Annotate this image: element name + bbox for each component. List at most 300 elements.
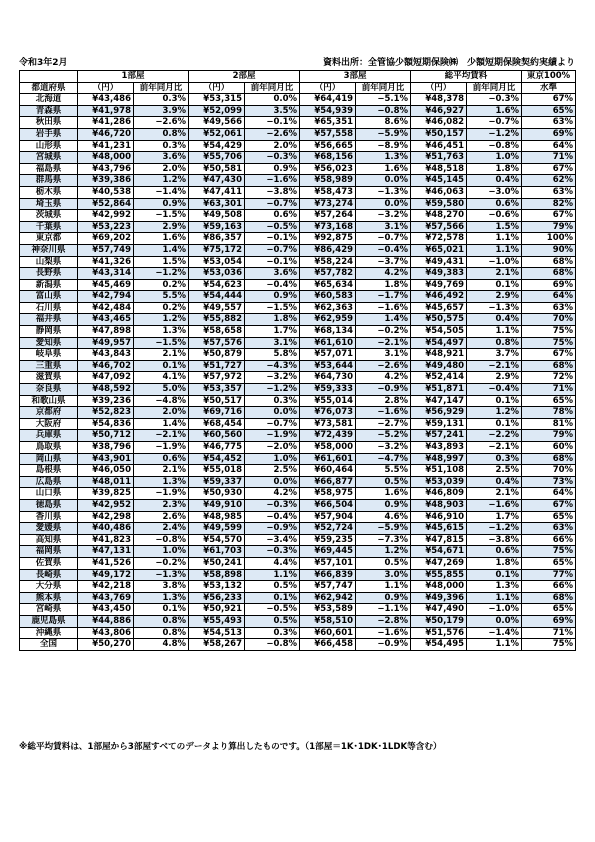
yoy-1room-cell: 1.2% [134,175,189,187]
yoy-3room-cell: 0.5% [356,557,411,569]
rent-average-cell: ¥57,241 [411,430,467,442]
rent-3room-cell: ¥58,224 [300,256,356,268]
yoy-2room-cell: 0.0% [245,94,300,106]
yoy-3room-cell: 0.5% [356,476,411,488]
yoy-3room-cell: 1.6% [356,488,411,500]
rent-3room-cell: ¥73,168 [300,221,356,233]
yoy-3room-cell: 3.0% [356,569,411,581]
yoy-average-cell: −0.7% [467,117,522,129]
rent-1room-cell: ¥49,957 [78,337,134,349]
yoy-average-cell: −0.8% [467,140,522,152]
tokyo-level-cell: 78% [522,407,576,419]
yoy-3room-cell: 5.5% [356,465,411,477]
prefecture-cell: 福島県 [20,163,78,175]
yoy-average-cell: −1.0% [467,256,522,268]
yoy-3room-cell: −1.3% [356,186,411,198]
rent-2room-cell: ¥86,357 [189,233,245,245]
table-row [20,117,576,129]
table-row [20,604,576,616]
yoy-1room-cell: 0.8% [134,128,189,140]
table-row [20,407,576,419]
rent-2room-cell: ¥58,267 [189,639,245,651]
rent-3room-cell: ¥60,464 [300,465,356,477]
yoy-2room-cell: −0.7% [245,198,300,210]
top-row [19,57,575,69]
rent-average-cell: ¥49,480 [411,360,467,372]
yoy-average-cell: 1.8% [467,163,522,175]
rent-2room-cell: ¥50,241 [189,557,245,569]
rent-average-cell: ¥51,108 [411,465,467,477]
rent-average-cell: ¥46,063 [411,186,467,198]
header-3room: 3部屋 [300,71,411,83]
yoy-1room-cell: 2.9% [134,221,189,233]
tokyo-level-cell: 81% [522,418,576,430]
rent-1room-cell: ¥42,484 [78,302,134,314]
rent-average-cell: ¥46,451 [411,140,467,152]
yoy-2room-cell: −0.1% [245,117,300,129]
rent-average-cell: ¥50,157 [411,128,467,140]
yoy-2room-cell: 0.0% [245,407,300,419]
prefecture-cell: 兵庫県 [20,430,78,442]
yoy-3room-cell: −2.1% [356,337,411,349]
yoy-3room-cell: 0.0% [356,198,411,210]
yoy-3room-cell: −0.8% [356,105,411,117]
prefecture-cell: 大阪府 [20,418,78,430]
yoy-2room-cell: 2.0% [245,140,300,152]
yoy-2room-cell: −3.2% [245,372,300,384]
rent-average-cell: ¥49,431 [411,256,467,268]
rent-average-cell: ¥54,671 [411,546,467,558]
yoy-average-cell: −2.2% [467,430,522,442]
tokyo-level-cell: 66% [522,534,576,546]
rent-3room-cell: ¥62,942 [300,592,356,604]
yoy-1room-cell: 4.8% [134,639,189,651]
tokyo-level-cell: 65% [522,105,576,117]
yoy-average-cell: −0.6% [467,210,522,222]
yoy-1room-cell: 1.3% [134,592,189,604]
table-row [20,198,576,210]
prefecture-cell: 秋田県 [20,117,78,129]
rent-3room-cell: ¥66,458 [300,639,356,651]
rent-2room-cell: ¥47,411 [189,186,245,198]
yoy-1room-cell: 1.2% [134,314,189,326]
yoy-1room-cell: −1.9% [134,442,189,454]
yoy-average-cell: −2.1% [467,442,522,454]
rent-2room-cell: ¥49,557 [189,302,245,314]
rent-3room-cell: ¥53,644 [300,360,356,372]
rent-3room-cell: ¥73,581 [300,418,356,430]
rent-1room-cell: ¥48,000 [78,152,134,164]
yoy-average-cell: 2.9% [467,291,522,303]
yoy-average-cell: 1.0% [467,152,522,164]
table-row [20,268,576,280]
rent-1room-cell: ¥39,236 [78,395,134,407]
tokyo-level-cell: 60% [522,442,576,454]
rent-3room-cell: ¥62,959 [300,314,356,326]
yoy-3room-cell: −5.9% [356,128,411,140]
rent-1room-cell: ¥43,806 [78,627,134,639]
yoy-1room-cell: 3.6% [134,152,189,164]
rent-3room-cell: ¥58,000 [300,442,356,454]
yoy-1room-cell: 0.3% [134,94,189,106]
tokyo-level-cell: 68% [522,592,576,604]
table-row [20,418,576,430]
yoy-average-cell: 0.4% [467,476,522,488]
table-row [20,569,576,581]
rent-average-cell: ¥48,270 [411,210,467,222]
rent-average-cell: ¥50,575 [411,314,467,326]
yoy-average-cell: 1.1% [467,244,522,256]
tokyo-level-cell: 68% [522,256,576,268]
rent-3room-cell: ¥68,134 [300,326,356,338]
rent-average-cell: ¥52,414 [411,372,467,384]
yoy-3room-cell: 8.6% [356,117,411,129]
yoy-2room-cell: −1.5% [245,302,300,314]
yoy-2room-cell: 4.4% [245,557,300,569]
yoy-2room-cell: −4.3% [245,360,300,372]
rent-1room-cell: ¥43,314 [78,268,134,280]
rent-2room-cell: ¥50,930 [189,488,245,500]
tokyo-level-cell: 64% [522,488,576,500]
yoy-1room-cell: −1.2% [134,268,189,280]
rent-2room-cell: ¥54,429 [189,140,245,152]
rent-average-cell: ¥46,910 [411,511,467,523]
table-row [20,105,576,117]
yoy-2room-cell: 0.3% [245,627,300,639]
tokyo-level-cell: 75% [522,337,576,349]
rent-3room-cell: ¥58,510 [300,615,356,627]
prefecture-cell: 福岡県 [20,546,78,558]
yoy-average-cell: 1.1% [467,326,522,338]
table-row [20,221,576,233]
yoy-average-cell: 0.0% [467,615,522,627]
yoy-2room-cell: 0.1% [245,592,300,604]
tokyo-level-cell: 62% [522,175,576,187]
yoy-3room-cell: −1.6% [356,407,411,419]
tokyo-level-cell: 63% [522,186,576,198]
yoy-1room-cell: −2.1% [134,430,189,442]
prefecture-cell: 高知県 [20,534,78,546]
yoy-3room-cell: −5.9% [356,523,411,535]
rent-table [19,70,576,651]
rent-3room-cell: ¥66,877 [300,476,356,488]
rent-3room-cell: ¥57,904 [300,511,356,523]
tokyo-level-cell: 68% [522,268,576,280]
prefecture-cell: 石川県 [20,302,78,314]
rent-2room-cell: ¥68,454 [189,418,245,430]
yoy-1room-cell: 0.1% [134,604,189,616]
rent-2room-cell: ¥57,972 [189,372,245,384]
table-row [20,592,576,604]
rent-1room-cell: ¥43,486 [78,94,134,106]
rent-3room-cell: ¥76,073 [300,407,356,419]
rent-average-cell: ¥48,997 [411,453,467,465]
rent-1room-cell: ¥52,864 [78,198,134,210]
rent-3room-cell: ¥58,989 [300,175,356,187]
rent-average-cell: ¥45,145 [411,175,467,187]
rent-1room-cell: ¥38,796 [78,442,134,454]
yoy-3room-cell: −1.6% [356,627,411,639]
rent-average-cell: ¥48,903 [411,499,467,511]
rent-3room-cell: ¥86,429 [300,244,356,256]
yoy-2room-cell: −2.6% [245,128,300,140]
rent-1room-cell: ¥43,843 [78,349,134,361]
yoy-3room-cell: 1.3% [356,152,411,164]
footnote: ※総平均賃料は、1部屋から3部屋すべてのデータより算出したものです。（1部屋＝1K･1DK･1LDK等含む） [19,742,442,752]
prefecture-cell: 長崎県 [20,569,78,581]
tokyo-level-cell: 67% [522,499,576,511]
rent-average-cell: ¥51,763 [411,152,467,164]
table-row [20,244,576,256]
yoy-3room-cell: −3.7% [356,256,411,268]
yoy-average-cell: 1.1% [467,233,522,245]
prefecture-cell: 香川県 [20,511,78,523]
table-row [20,349,576,361]
yoy-1room-cell: 2.1% [134,349,189,361]
prefecture-cell: 栃木県 [20,186,78,198]
table-row [20,210,576,222]
header-yen: （円） [411,82,467,94]
rent-average-cell: ¥48,000 [411,581,467,593]
rent-3room-cell: ¥52,724 [300,523,356,535]
yoy-1room-cell: 4.1% [134,372,189,384]
rent-3room-cell: ¥69,445 [300,546,356,558]
yoy-1room-cell: 3.8% [134,581,189,593]
yoy-3room-cell: −7.3% [356,534,411,546]
rent-average-cell: ¥46,492 [411,291,467,303]
rent-average-cell: ¥47,490 [411,604,467,616]
rent-2room-cell: ¥54,623 [189,279,245,291]
rent-average-cell: ¥65,021 [411,244,467,256]
rent-2room-cell: ¥58,658 [189,326,245,338]
yoy-1room-cell: 2.3% [134,499,189,511]
yoy-average-cell: 0.4% [467,175,522,187]
rent-2room-cell: ¥49,599 [189,523,245,535]
rent-average-cell: ¥49,383 [411,268,467,280]
rent-2room-cell: ¥57,576 [189,337,245,349]
rent-average-cell: ¥54,497 [411,337,467,349]
rent-3room-cell: ¥54,939 [300,105,356,117]
table-row [20,337,576,349]
yoy-3room-cell: 1.2% [356,546,411,558]
yoy-average-cell: −1.3% [467,302,522,314]
rent-1room-cell: ¥42,952 [78,499,134,511]
rent-3room-cell: ¥60,583 [300,291,356,303]
prefecture-cell: 鹿児島県 [20,615,78,627]
rent-3room-cell: ¥57,071 [300,349,356,361]
rent-3room-cell: ¥55,014 [300,395,356,407]
yoy-average-cell: 0.1% [467,418,522,430]
rent-3room-cell: ¥73,274 [300,198,356,210]
table-row [20,453,576,465]
yoy-2room-cell: 1.0% [245,453,300,465]
yoy-average-cell: −1.6% [467,499,522,511]
yoy-average-cell: 0.1% [467,569,522,581]
header-yoy: 前年同月比 [134,82,189,94]
rent-3room-cell: ¥60,601 [300,627,356,639]
tokyo-level-cell: 65% [522,511,576,523]
rent-3room-cell: ¥53,589 [300,604,356,616]
rent-1room-cell: ¥39,386 [78,175,134,187]
table-row [20,488,576,500]
yoy-3room-cell: −5.2% [356,430,411,442]
yoy-3room-cell: −1.1% [356,604,411,616]
table-row [20,557,576,569]
tokyo-level-cell: 71% [522,384,576,396]
prefecture-cell: 千葉県 [20,221,78,233]
rent-2room-cell: ¥49,566 [189,117,245,129]
prefecture-cell: 群馬県 [20,175,78,187]
yoy-2room-cell: 0.6% [245,210,300,222]
header-yen: （円） [300,82,356,94]
rent-1room-cell: ¥41,823 [78,534,134,546]
rent-3room-cell: ¥65,351 [300,117,356,129]
rent-1room-cell: ¥44,886 [78,615,134,627]
tokyo-level-cell: 63% [522,523,576,535]
table-row [20,465,576,477]
rent-3room-cell: ¥58,473 [300,186,356,198]
rent-1room-cell: ¥39,825 [78,488,134,500]
yoy-3room-cell: −1.7% [356,291,411,303]
table-row [20,615,576,627]
rent-2room-cell: ¥69,716 [189,407,245,419]
yoy-average-cell: 1.8% [467,557,522,569]
yoy-1room-cell: 1.3% [134,476,189,488]
yoy-2room-cell: 1.7% [245,326,300,338]
rent-average-cell: ¥57,566 [411,221,467,233]
yoy-average-cell: −1.2% [467,128,522,140]
yoy-average-cell: 0.8% [467,337,522,349]
yoy-2room-cell: 3.6% [245,268,300,280]
rent-2room-cell: ¥58,898 [189,569,245,581]
yoy-1room-cell: −0.2% [134,557,189,569]
table-row [20,314,576,326]
table-row [20,581,576,593]
rent-average-cell: ¥53,039 [411,476,467,488]
yoy-1room-cell: −1.3% [134,569,189,581]
tokyo-level-cell: 71% [522,152,576,164]
yoy-average-cell: 1.5% [467,221,522,233]
tokyo-level-cell: 75% [522,546,576,558]
tokyo-level-cell: 66% [522,581,576,593]
yoy-1room-cell: −2.6% [134,117,189,129]
table-row [20,523,576,535]
yoy-1room-cell: −1.5% [134,337,189,349]
prefecture-cell: 青森県 [20,105,78,117]
rent-3room-cell: ¥61,610 [300,337,356,349]
header-row-groups [20,71,576,83]
tokyo-level-cell: 67% [522,349,576,361]
rent-1room-cell: ¥43,465 [78,314,134,326]
rent-3room-cell: ¥58,975 [300,488,356,500]
header-yen: （円） [78,82,134,94]
yoy-average-cell: −3.0% [467,186,522,198]
table-row [20,534,576,546]
prefecture-cell: 山梨県 [20,256,78,268]
rent-2room-cell: ¥75,172 [189,244,245,256]
prefecture-cell: 三重県 [20,360,78,372]
rent-1room-cell: ¥41,326 [78,256,134,268]
yoy-3room-cell: 1.4% [356,314,411,326]
tokyo-level-cell: 65% [522,557,576,569]
yoy-average-cell: 0.6% [467,546,522,558]
rent-3room-cell: ¥57,558 [300,128,356,140]
rent-1room-cell: ¥46,720 [78,128,134,140]
rent-2room-cell: ¥50,517 [189,395,245,407]
tokyo-level-cell: 79% [522,430,576,442]
rent-2room-cell: ¥54,570 [189,534,245,546]
prefecture-cell: 全国 [20,639,78,651]
yoy-3room-cell: 3.1% [356,221,411,233]
yoy-3room-cell: −0.4% [356,244,411,256]
tokyo-level-cell: 69% [522,615,576,627]
table-row [20,128,576,140]
yoy-3room-cell: −0.2% [356,326,411,338]
rent-average-cell: ¥46,809 [411,488,467,500]
rent-average-cell: ¥51,576 [411,627,467,639]
tokyo-level-cell: 72% [522,372,576,384]
rent-2room-cell: ¥51,727 [189,360,245,372]
table-row [20,499,576,511]
rent-2room-cell: ¥60,560 [189,430,245,442]
yoy-2room-cell: −0.3% [245,152,300,164]
rent-average-cell: ¥46,082 [411,117,467,129]
yoy-average-cell: 3.7% [467,349,522,361]
rent-3room-cell: ¥59,235 [300,534,356,546]
prefecture-cell: 愛媛県 [20,523,78,535]
rent-1room-cell: ¥41,978 [78,105,134,117]
yoy-3room-cell: 2.8% [356,395,411,407]
prefecture-cell: 熊本県 [20,592,78,604]
yoy-1room-cell: 1.5% [134,256,189,268]
yoy-2room-cell: −1.6% [245,175,300,187]
yoy-3room-cell: −5.1% [356,94,411,106]
yoy-average-cell: 0.1% [467,279,522,291]
prefecture-cell: 神奈川県 [20,244,78,256]
prefecture-cell: 大分県 [20,581,78,593]
yoy-1room-cell: −1.5% [134,210,189,222]
tokyo-level-cell: 67% [522,210,576,222]
yoy-2room-cell: 3.5% [245,105,300,117]
yoy-1room-cell: 1.4% [134,244,189,256]
yoy-1room-cell: 5.0% [134,384,189,396]
tokyo-level-cell: 67% [522,94,576,106]
yoy-average-cell: 1.2% [467,407,522,419]
rent-3room-cell: ¥57,747 [300,581,356,593]
rent-3room-cell: ¥61,601 [300,453,356,465]
rent-2room-cell: ¥55,493 [189,615,245,627]
national-total-row [20,639,576,651]
rent-average-cell: ¥54,505 [411,326,467,338]
header-1room: 1部屋 [78,71,189,83]
yoy-average-cell: 1.1% [467,592,522,604]
prefecture-cell: 奈良県 [20,384,78,396]
rent-2room-cell: ¥56,233 [189,592,245,604]
table-row [20,511,576,523]
rent-average-cell: ¥54,495 [411,639,467,651]
table-body [20,94,576,651]
tokyo-level-cell: 77% [522,569,576,581]
yoy-1room-cell: −0.8% [134,534,189,546]
rent-3room-cell: ¥64,730 [300,372,356,384]
yoy-2room-cell: 3.1% [245,337,300,349]
rent-3room-cell: ¥65,634 [300,279,356,291]
yoy-3room-cell: −2.6% [356,360,411,372]
yoy-3room-cell: −2.7% [356,418,411,430]
yoy-3room-cell: 0.9% [356,499,411,511]
rent-1room-cell: ¥47,092 [78,372,134,384]
rent-3room-cell: ¥66,839 [300,569,356,581]
